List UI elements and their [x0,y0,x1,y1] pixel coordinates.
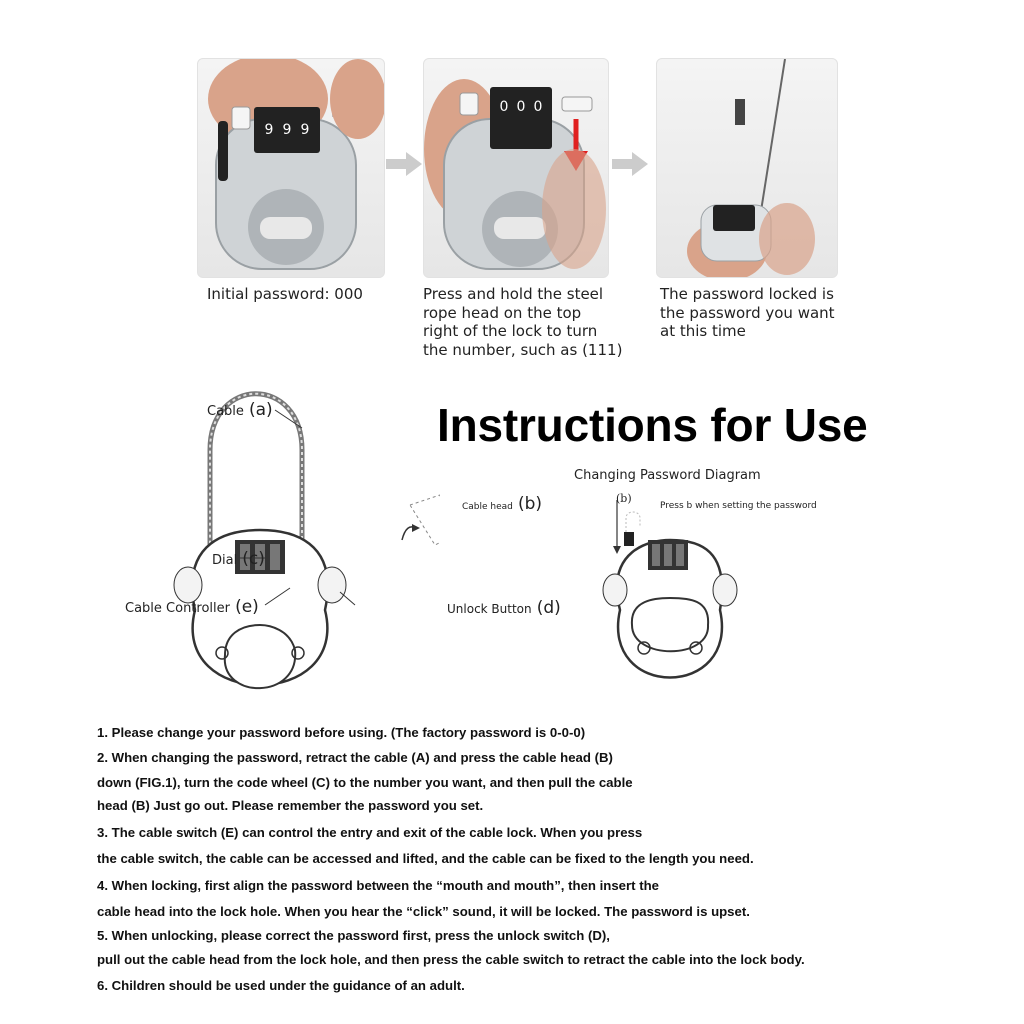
label-cable-head [462,494,542,514]
instruction-line: 3. The cable switch (E) can control the entry and exit of the cable lock. When you press [97,825,643,840]
instruction-line: 2. When changing the password, retract the cable (A) and press the cable head (B) [97,750,613,765]
instruction-line: 5. When unlocking, please correct the password first, press the unlock switch (D), [97,928,610,943]
instruction-line: the cable switch, the cable can be accessed and lifted, and the cable can be fixed to the length you need. [97,851,754,866]
instruction-line: pull out the cable head from the lock hole, and then press the cable switch to retract the cable into the lock body. [97,952,805,967]
instruction-line: 6. Children should be used under the guidance of an adult. [97,978,465,993]
instruction-line: head (B) Just go out. Please remember the password you set. [97,798,484,813]
step2-caption: Press and hold the steel rope head on the top right of the lock to turn the number, such as (111) [423,285,623,359]
step2-photo [423,58,609,278]
step1-dial-1: 9 [264,122,274,138]
label-cable [207,400,273,420]
flow-arrow-icon [386,152,422,176]
step2-dial-2: 0 [516,99,526,115]
step3-photo [656,58,838,278]
step1-dial-2: 9 [282,122,292,138]
password-diagram-title: Changing Password Diagram [574,468,761,483]
instruction-line: down (FIG.1), turn the code wheel (C) to the number you want, and then pull the cable [97,775,633,790]
label-cable-head-text: Cable head [462,502,513,512]
label-unlock-button [447,598,561,618]
lock-diagram [110,380,440,710]
label-cable-controller-text: Cable Controller [125,601,230,616]
label-cable-text: Cable [207,404,244,419]
instruction-line: 1. Please change your password before using. (The factory password is 0-0-0) [97,725,586,740]
label-cable-head-key: (b) [517,494,543,514]
password-diagram-note: Press b when setting the password [660,501,817,511]
step2-dial-3: 0 [533,99,543,115]
step1-photo [197,58,385,278]
label-dial-key: (c) [242,549,265,569]
flow-arrow-icon [612,152,648,176]
label-dial-text: Dial [212,553,238,568]
step2-dial-1: 0 [499,99,509,115]
password-diagram-key: (b) [616,492,632,505]
page-title: Instructions for Use [437,399,868,451]
label-unlock-button-text: Unlock Button [447,602,532,616]
step1-caption: Initial password: 000 [207,285,363,303]
instruction-line: 4. When locking, first align the password between the “mouth and mouth”, then insert the [97,878,659,893]
instruction-line: cable head into the lock hole. When you hear the “click” sound, it will be locked. The password is upset. [97,904,750,919]
label-unlock-button-key: (d) [536,598,561,618]
label-dial [212,549,265,569]
label-cable-controller-key: (e) [235,597,259,617]
password-diagram [560,460,740,700]
label-cable-key: (a) [249,400,273,420]
step1-dial-3: 9 [300,122,310,138]
step3-caption: The password locked is the password you want at this time [660,285,835,340]
label-cable-controller [125,597,259,617]
